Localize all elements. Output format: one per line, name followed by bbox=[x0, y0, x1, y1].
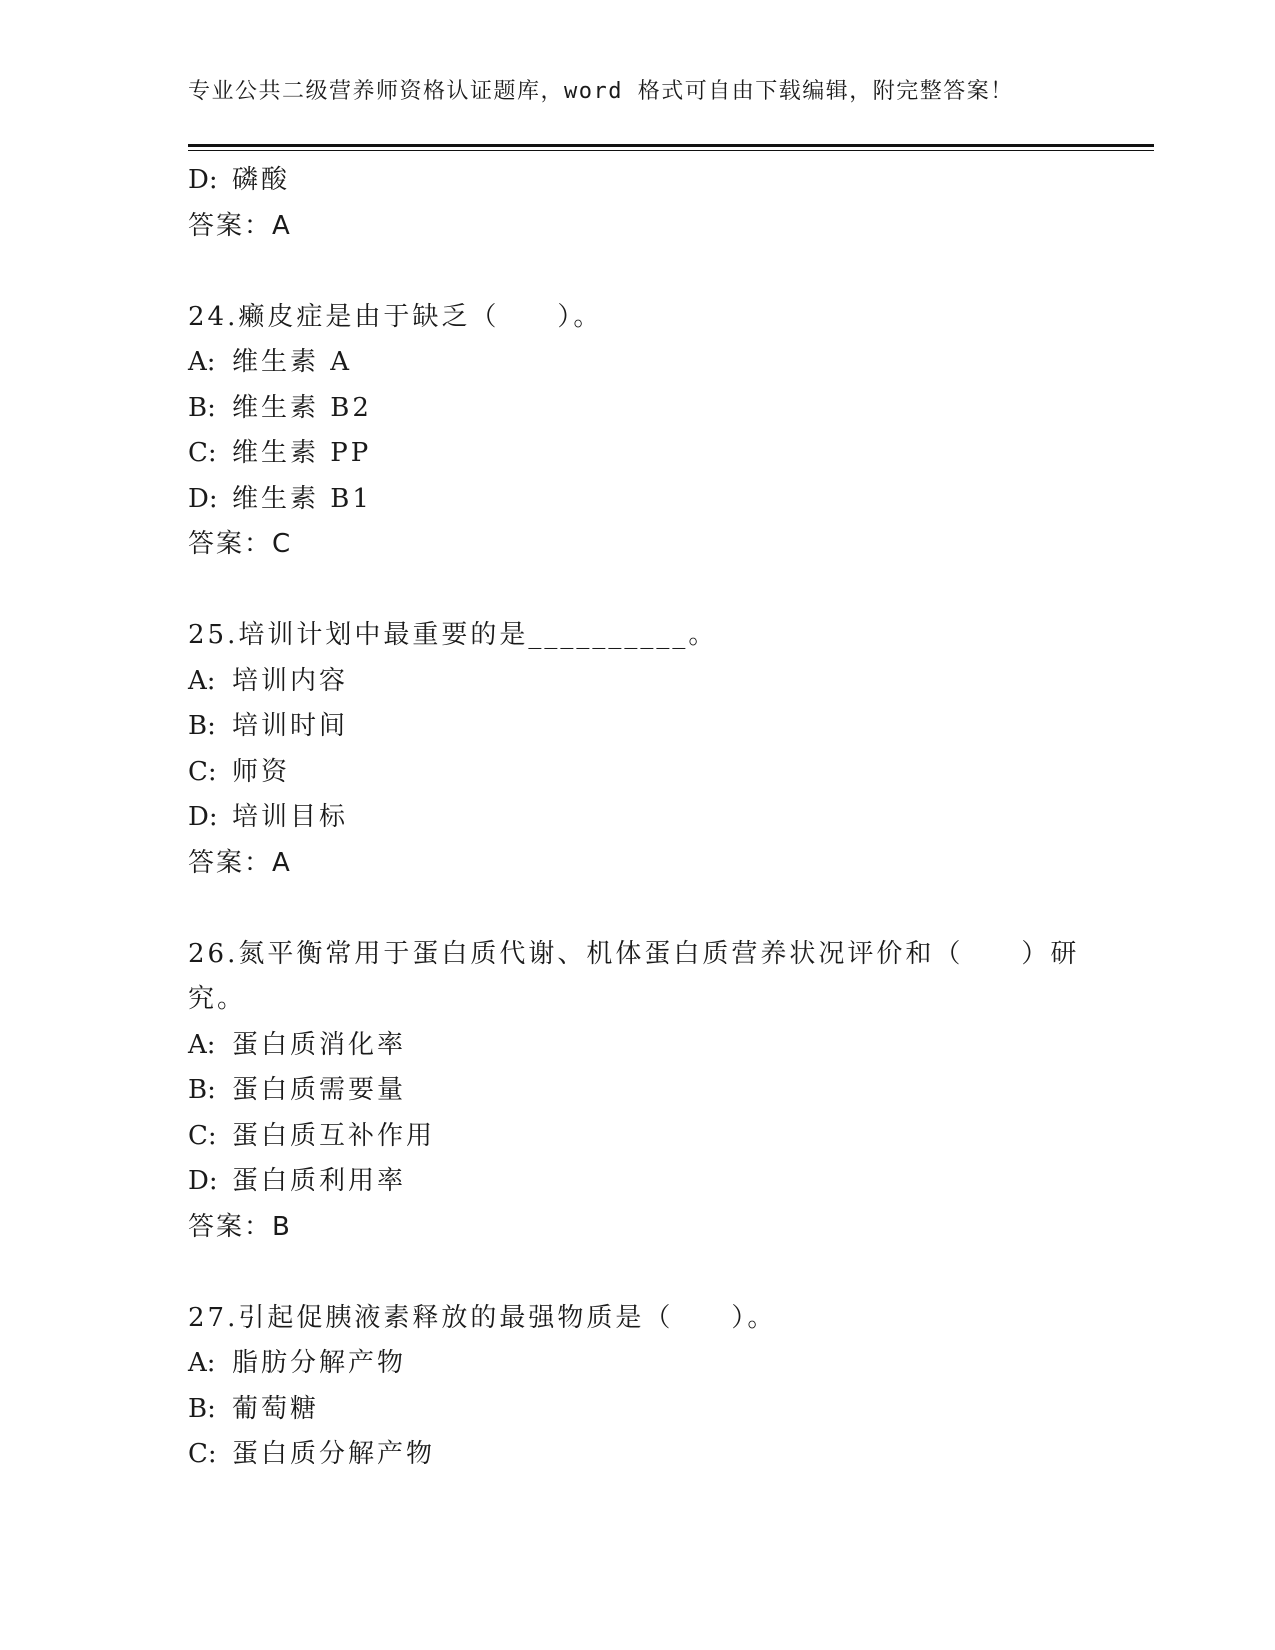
option-d: D: 培训目标 bbox=[188, 802, 349, 832]
question-stem: 24.癞皮症是由于缺乏（ ）。 bbox=[188, 301, 603, 332]
page-header: 专业公共二级营养师资格认证题库，word 格式可自由下载编辑，附完整答案！ bbox=[188, 79, 1014, 104]
option-d: D: 蛋白质利用率 bbox=[188, 1166, 407, 1196]
question-stem-line2: 究。 bbox=[188, 984, 247, 1014]
option-a: A: 培训内容 bbox=[188, 665, 349, 696]
question-stem: 25.培训计划中最重要的是__________。 bbox=[188, 620, 718, 650]
option-a: A: 脂肪分解产物 bbox=[188, 1348, 407, 1378]
option-a: A: 维生素 A bbox=[188, 347, 353, 377]
option-c: C: 师资 bbox=[188, 756, 291, 787]
question-stem-line1: 26.氮平衡常用于蛋白质代谢、机体蛋白质营养状况评价和（ ）研 bbox=[188, 938, 1080, 969]
header-rule-thin bbox=[188, 150, 1154, 151]
option-b: B: 葡萄糖 bbox=[188, 1393, 320, 1424]
question-list bbox=[188, 158, 1088, 1478]
header-rule-thick bbox=[188, 144, 1154, 147]
option-d: D: 磷酸 bbox=[188, 165, 291, 195]
option-b: B: 维生素 B2 bbox=[188, 392, 372, 423]
option-c: C: 维生素 PP bbox=[188, 438, 372, 468]
option-c: C: 蛋白质分解产物 bbox=[188, 1439, 436, 1469]
option-b: B: 培训时间 bbox=[188, 711, 349, 741]
question-stem: 27.引起促胰液素释放的最强物质是（ ）。 bbox=[188, 1302, 777, 1333]
option-d: D: 维生素 B1 bbox=[188, 483, 372, 514]
answer: 答案：A bbox=[188, 210, 292, 241]
option-b: B: 蛋白质需要量 bbox=[188, 1075, 407, 1105]
answer: 答案：B bbox=[188, 1211, 292, 1242]
answer: 答案：C bbox=[188, 529, 293, 559]
answer: 答案：A bbox=[188, 847, 292, 878]
option-a: A: 蛋白质消化率 bbox=[188, 1029, 407, 1060]
option-c: C: 蛋白质互补作用 bbox=[188, 1120, 436, 1151]
